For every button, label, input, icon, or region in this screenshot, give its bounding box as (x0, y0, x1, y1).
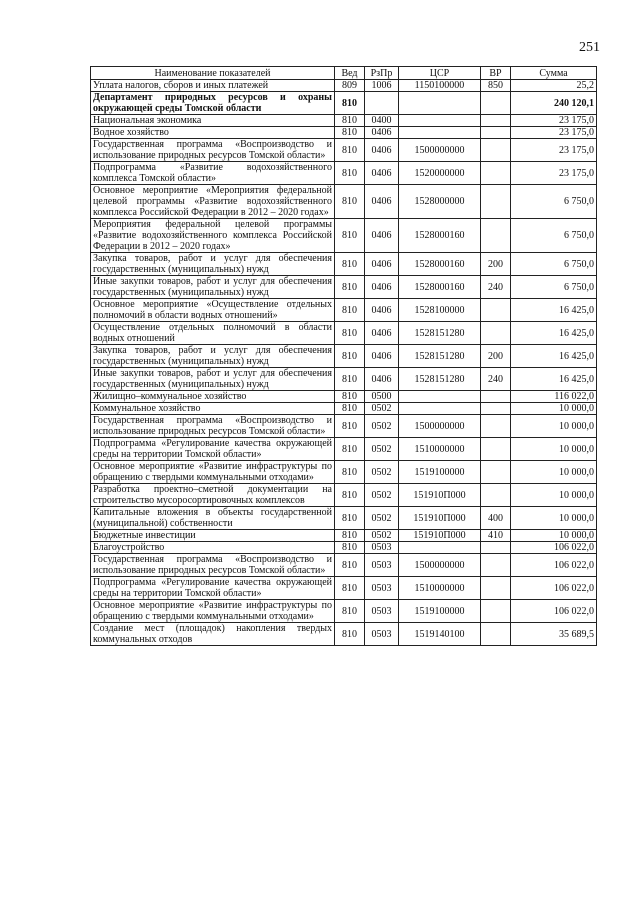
table-row (91, 391, 597, 403)
column-header-csr: ЦСР (399, 67, 481, 80)
cell-name: Основное мероприятие «Развитие инфраструктуры по обращению с твердыми коммунальными отходами» (91, 600, 335, 623)
cell-vr (481, 127, 511, 139)
cell-csr: 1519100000 (399, 461, 481, 484)
table-row (91, 139, 597, 162)
cell-csr: 1510000000 (399, 577, 481, 600)
cell-csr (399, 403, 481, 415)
cell-csr (399, 115, 481, 127)
cell-sum: 23 175,0 (511, 115, 597, 127)
cell-rzpr: 0502 (365, 484, 399, 507)
cell-vr (481, 438, 511, 461)
cell-name: Водное хозяйство (91, 127, 335, 139)
table-row (91, 554, 597, 577)
cell-name: Основное мероприятие «Осуществление отдельных полномочий в области водных отношений» (91, 299, 335, 322)
cell-rzpr: 0406 (365, 368, 399, 391)
cell-sum: 10 000,0 (511, 461, 597, 484)
table-row (91, 368, 597, 391)
cell-sum: 116 022,0 (511, 391, 597, 403)
cell-csr: 1150100000 (399, 80, 481, 92)
cell-sum: 10 000,0 (511, 507, 597, 530)
cell-rzpr: 0406 (365, 162, 399, 185)
cell-name: Бюджетные инвестиции (91, 530, 335, 542)
cell-sum: 16 425,0 (511, 299, 597, 322)
cell-rzpr: 0406 (365, 139, 399, 162)
cell-vr (481, 542, 511, 554)
cell-name: Подпрограмма «Развитие водохозяйственного комплекса Томской области» (91, 162, 335, 185)
column-header-rzpr: РзПр (365, 67, 399, 80)
cell-vr (481, 219, 511, 253)
cell-sum: 10 000,0 (511, 438, 597, 461)
cell-ved: 810 (335, 92, 365, 115)
cell-sum: 10 000,0 (511, 415, 597, 438)
cell-name: Уплата налогов, сборов и иных платежей (91, 80, 335, 92)
column-header-ved: Вед (335, 67, 365, 80)
cell-rzpr: 0502 (365, 461, 399, 484)
cell-sum: 240 120,1 (511, 92, 597, 115)
cell-name: Жилищно–коммунальное хозяйство (91, 391, 335, 403)
cell-sum: 16 425,0 (511, 368, 597, 391)
cell-vr: 400 (481, 507, 511, 530)
cell-ved: 810 (335, 554, 365, 577)
cell-csr: 151910П000 (399, 507, 481, 530)
cell-name: Государственная программа «Воспроизводство и использование природных ресурсов Томской области» (91, 554, 335, 577)
cell-ved: 810 (335, 299, 365, 322)
table-row (91, 577, 597, 600)
cell-rzpr: 0502 (365, 530, 399, 542)
cell-rzpr: 0502 (365, 507, 399, 530)
cell-ved: 810 (335, 484, 365, 507)
cell-vr (481, 115, 511, 127)
cell-csr: 1528000160 (399, 253, 481, 276)
table-row (91, 322, 597, 345)
cell-csr: 1500000000 (399, 139, 481, 162)
cell-sum: 10 000,0 (511, 484, 597, 507)
table-body (91, 80, 597, 646)
cell-sum: 16 425,0 (511, 345, 597, 368)
cell-rzpr: 0406 (365, 322, 399, 345)
cell-vr (481, 139, 511, 162)
cell-sum: 106 022,0 (511, 542, 597, 554)
cell-csr: 151910П000 (399, 530, 481, 542)
cell-name: Закупка товаров, работ и услуг для обеспечения государственных (муниципальных) нужд (91, 345, 335, 368)
cell-csr (399, 127, 481, 139)
cell-name: Иные закупки товаров, работ и услуг для обеспечения государственных (муниципальных) нужд (91, 368, 335, 391)
cell-name: Национальная экономика (91, 115, 335, 127)
cell-rzpr: 0503 (365, 577, 399, 600)
table-row (91, 345, 597, 368)
cell-rzpr: 0500 (365, 391, 399, 403)
cell-name: Создание мест (площадок) накопления твердых коммунальных отходов (91, 623, 335, 646)
cell-ved: 810 (335, 623, 365, 646)
cell-ved: 810 (335, 461, 365, 484)
cell-vr (481, 92, 511, 115)
cell-rzpr: 1006 (365, 80, 399, 92)
cell-vr (481, 577, 511, 600)
cell-sum: 6 750,0 (511, 253, 597, 276)
cell-name: Разработка проектно–сметной документации на строительство мусоросортировочных комплексов (91, 484, 335, 507)
table-row (91, 530, 597, 542)
table-row (91, 461, 597, 484)
table-row (91, 92, 597, 115)
cell-name: Подпрограмма «Регулирование качества окружающей среды на территории Томской области» (91, 438, 335, 461)
cell-name: Подпрограмма «Регулирование качества окружающей среды на территории Томской области» (91, 577, 335, 600)
table-row (91, 276, 597, 299)
cell-rzpr: 0406 (365, 345, 399, 368)
header-row (91, 67, 597, 80)
table-row (91, 162, 597, 185)
cell-ved: 810 (335, 600, 365, 623)
cell-vr: 240 (481, 368, 511, 391)
cell-sum: 106 022,0 (511, 554, 597, 577)
cell-name: Мероприятия федеральной целевой программы «Развитие водохозяйственного комплекса Российской Федерации в 2012 – 2020 годах» (91, 219, 335, 253)
cell-csr (399, 391, 481, 403)
cell-rzpr: 0406 (365, 219, 399, 253)
cell-ved: 810 (335, 115, 365, 127)
cell-sum: 6 750,0 (511, 276, 597, 299)
cell-csr: 1500000000 (399, 554, 481, 577)
cell-vr: 410 (481, 530, 511, 542)
cell-vr (481, 162, 511, 185)
cell-ved: 810 (335, 345, 365, 368)
cell-csr: 1520000000 (399, 162, 481, 185)
cell-sum: 10 000,0 (511, 530, 597, 542)
cell-name: Основное мероприятие «Развитие инфраструктуры по обращению с твердыми коммунальными отходами» (91, 461, 335, 484)
cell-name: Благоустройство (91, 542, 335, 554)
cell-rzpr: 0400 (365, 115, 399, 127)
cell-name: Государственная программа «Воспроизводство и использование природных ресурсов Томской области» (91, 139, 335, 162)
table-row (91, 80, 597, 92)
cell-name: Иные закупки товаров, работ и услуг для обеспечения государственных (муниципальных) нужд (91, 276, 335, 299)
cell-sum: 23 175,0 (511, 139, 597, 162)
cell-vr (481, 391, 511, 403)
cell-sum: 23 175,0 (511, 162, 597, 185)
column-header-vr: ВР (481, 67, 511, 80)
cell-csr: 1528000160 (399, 276, 481, 299)
cell-sum: 106 022,0 (511, 600, 597, 623)
cell-ved: 810 (335, 438, 365, 461)
cell-ved: 810 (335, 542, 365, 554)
table-row (91, 415, 597, 438)
cell-ved: 810 (335, 368, 365, 391)
cell-rzpr: 0503 (365, 554, 399, 577)
cell-ved: 810 (335, 507, 365, 530)
cell-csr: 1519140100 (399, 623, 481, 646)
cell-csr: 1528151280 (399, 345, 481, 368)
cell-csr: 1528000000 (399, 185, 481, 219)
table-row (91, 403, 597, 415)
cell-csr: 1519100000 (399, 600, 481, 623)
cell-ved: 810 (335, 139, 365, 162)
cell-vr (481, 600, 511, 623)
cell-vr (481, 322, 511, 345)
column-header-name: Наименование показателей (91, 67, 335, 80)
cell-name: Осуществление отдельных полномочий в области водных отношений (91, 322, 335, 345)
cell-ved: 810 (335, 322, 365, 345)
cell-ved: 810 (335, 403, 365, 415)
cell-vr: 240 (481, 276, 511, 299)
cell-rzpr: 0502 (365, 438, 399, 461)
cell-vr: 200 (481, 253, 511, 276)
cell-vr (481, 484, 511, 507)
cell-csr: 1528100000 (399, 299, 481, 322)
cell-ved: 810 (335, 276, 365, 299)
cell-name: Департамент природных ресурсов и охраны окружающей среды Томской области (91, 92, 335, 115)
cell-vr (481, 403, 511, 415)
cell-vr (481, 623, 511, 646)
cell-ved: 810 (335, 185, 365, 219)
cell-ved: 810 (335, 219, 365, 253)
table-row (91, 299, 597, 322)
table-row (91, 600, 597, 623)
table-row (91, 484, 597, 507)
cell-sum: 16 425,0 (511, 322, 597, 345)
cell-name: Коммунальное хозяйство (91, 403, 335, 415)
cell-rzpr: 0406 (365, 299, 399, 322)
cell-rzpr: 0503 (365, 600, 399, 623)
cell-csr: 1510000000 (399, 438, 481, 461)
cell-csr: 1528151280 (399, 322, 481, 345)
table-row (91, 542, 597, 554)
table-row (91, 219, 597, 253)
cell-csr: 1528151280 (399, 368, 481, 391)
cell-ved: 810 (335, 253, 365, 276)
cell-ved: 810 (335, 391, 365, 403)
cell-sum: 6 750,0 (511, 219, 597, 253)
cell-ved: 810 (335, 127, 365, 139)
cell-ved: 810 (335, 162, 365, 185)
budget-table (90, 66, 597, 646)
cell-vr (481, 415, 511, 438)
table-row (91, 115, 597, 127)
cell-sum: 6 750,0 (511, 185, 597, 219)
cell-csr: 1500000000 (399, 415, 481, 438)
cell-rzpr: 0406 (365, 185, 399, 219)
cell-sum: 25,2 (511, 80, 597, 92)
cell-ved: 810 (335, 530, 365, 542)
cell-ved: 810 (335, 415, 365, 438)
cell-csr (399, 92, 481, 115)
cell-csr (399, 542, 481, 554)
cell-sum: 35 689,5 (511, 623, 597, 646)
cell-name: Основное мероприятие «Мероприятия федеральной целевой программы «Развитие водохозяйственного комплекса Российской Федерации в 2012 – 2020 годах» (91, 185, 335, 219)
cell-sum: 23 175,0 (511, 127, 597, 139)
cell-name: Закупка товаров, работ и услуг для обеспечения государственных (муниципальных) нужд (91, 253, 335, 276)
cell-ved: 809 (335, 80, 365, 92)
cell-rzpr: 0503 (365, 623, 399, 646)
cell-vr: 850 (481, 80, 511, 92)
cell-rzpr: 0406 (365, 276, 399, 299)
table-row (91, 438, 597, 461)
cell-rzpr: 0406 (365, 127, 399, 139)
cell-csr: 1528000160 (399, 219, 481, 253)
cell-rzpr: 0502 (365, 403, 399, 415)
cell-csr: 151910П000 (399, 484, 481, 507)
page-number: 251 (579, 40, 600, 55)
table-row (91, 623, 597, 646)
table-row (91, 253, 597, 276)
table-header (91, 67, 597, 80)
column-header-sum: Сумма (511, 67, 597, 80)
cell-name: Капитальные вложения в объекты государственной (муниципальной) собственности (91, 507, 335, 530)
table-row (91, 127, 597, 139)
cell-vr: 200 (481, 345, 511, 368)
cell-vr (481, 554, 511, 577)
cell-rzpr: 0406 (365, 253, 399, 276)
cell-rzpr: 0502 (365, 415, 399, 438)
cell-vr (481, 185, 511, 219)
cell-rzpr: 0503 (365, 542, 399, 554)
table-row (91, 507, 597, 530)
cell-sum: 10 000,0 (511, 403, 597, 415)
cell-vr (481, 299, 511, 322)
cell-ved: 810 (335, 577, 365, 600)
cell-sum: 106 022,0 (511, 577, 597, 600)
table-row (91, 185, 597, 219)
cell-name: Государственная программа «Воспроизводство и использование природных ресурсов Томской области» (91, 415, 335, 438)
cell-rzpr (365, 92, 399, 115)
cell-vr (481, 461, 511, 484)
